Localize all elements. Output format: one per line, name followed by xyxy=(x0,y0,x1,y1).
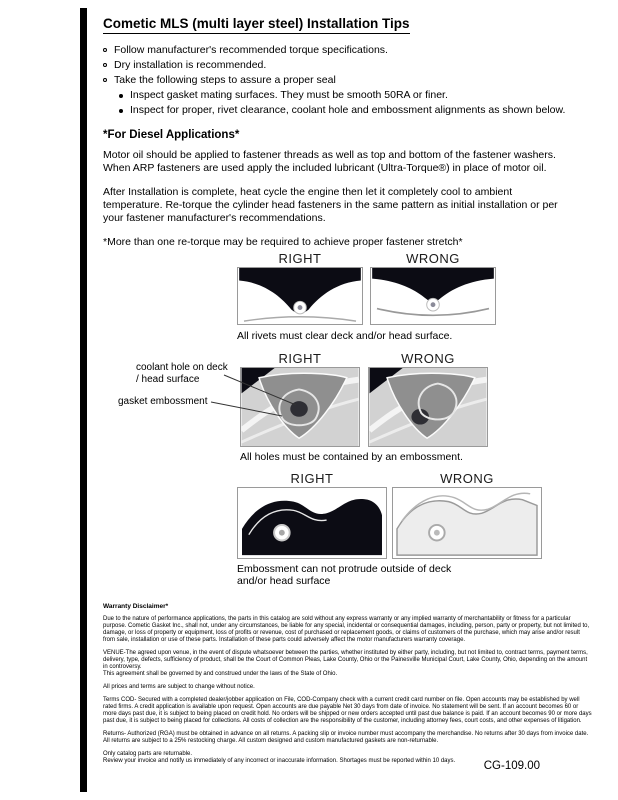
legal-section xyxy=(103,603,592,765)
sub-tip-item xyxy=(119,89,592,102)
legal-paragraph: Returns- Authorized (RGA) must be obtained in advance on all returns. A packing slip or invoice number must accompany the merchandise. No returns after 30 days from invoice date. All returns are subject to a 25% restocking charge. All custom designed and custom manufactured gaskets are non-returnable. xyxy=(103,730,589,744)
page-title: Cometic MLS (multi layer steel) Installation Tips xyxy=(103,16,592,34)
diesel-paragraph-2: After Installation is complete, heat cycle the engine then let it completely cool to ambient temperature. Re-torque the cylinder head fasteners in the same pattern as initial installation or per your fastener manufacturer's recommendations. xyxy=(103,185,558,224)
row3-caption: Embossment can not protrude outside of deck and/or head surface xyxy=(237,562,452,587)
tip-text: Take the following steps to assure a proper seal xyxy=(114,74,336,86)
tip-item xyxy=(103,74,592,87)
legal-paragraph: Terms COD- Secured with a completed dealer/jobber application on File, COD-Company check with a current credit card number on file. Open accounts may be established by well rated firms. A credit application is available upon request. Open accounts are due payable Net 30 days from date of invoice. No statement will be sent. If an account becomes 60 or more days past due, it is subject to being placed on credit hold. No orders will be shipped or new orders accepted until past due balance is paid. If an account becomes 90 or more days past due, it is subject to being placed for collections. All costs of collection are the responsibility of the customer, including attorney fees, court costs, and other expenses of litigation. xyxy=(103,696,592,724)
rivet-right-illustration xyxy=(238,268,362,324)
legal-paragraph: All prices and terms are subject to change without notice. xyxy=(103,683,255,690)
row1-caption: All rivets must clear deck and/or head surface. xyxy=(237,329,453,342)
row1-wrong-label: WRONG xyxy=(406,250,460,266)
main-content xyxy=(103,0,592,765)
embossment-right-illustration xyxy=(241,368,359,446)
legal-paragraph: Review your invoice and notify us immediately of any incorrect or inaccurate information. Shortages must be reported within 10 days. xyxy=(103,757,456,764)
filled-bullet-icon xyxy=(119,109,123,113)
row2-caption: All holes must be contained by an embossment. xyxy=(240,450,463,463)
coolant-hole-callout: coolant hole on deck / head surface xyxy=(136,361,228,385)
row3-wrong-label: WRONG xyxy=(440,470,494,486)
filled-bullet-icon xyxy=(119,94,123,98)
document-number: CG-109.00 xyxy=(483,760,540,772)
rivet-clearance-wrong-figure xyxy=(370,267,496,325)
legal-paragraph: VENUE-The agreed upon venue, in the event of dispute whatsoever between the parties, whether instituted by either party, including, but not limited to, contract terms, payment terms, delivery, type, defects, sufficiency of product, shall be the Court of Common Pleas, Lake County, Ohio or the Painesville Municipal Court, Lake County, Ohio, depending on the amount in controversy. xyxy=(103,649,588,670)
row2-right-label: RIGHT xyxy=(278,350,322,366)
legal-paragraph: This agreement shall be governed by and construed under the laws of the State of Ohio. xyxy=(103,670,338,677)
rivet-wrong-illustration xyxy=(371,268,495,324)
diagram-section xyxy=(0,249,618,593)
warranty-disclaimer-heading: Warranty Disclaimer* xyxy=(103,602,169,610)
open-bullet-icon xyxy=(103,63,107,67)
sub-tip-item xyxy=(119,104,592,117)
row3-right-label: RIGHT xyxy=(290,470,334,486)
legal-paragraph: Due to the nature of performance applications, the parts in this catalog are sold without any express warranty or any implied warranty of merchantability or fitness for a particular purpose. Cometic Gasket Inc., shall not, under any circumstances, be liable for any special, incidental or consequential damages, including, person, party or property, but not limited to, damage, or loss of property or equipment, loss of profits or revenue, cost of purchased or replacement goods, or claims of customers of the purchase, which may arise and/or result from sale, installation or use of these parts. Installation of these parts could adversely affect the motor manufacturers warranty coverage. xyxy=(103,615,590,643)
tip-item xyxy=(103,44,592,57)
protrusion-wrong-figure xyxy=(392,487,542,559)
protrusion-right-illustration xyxy=(238,488,386,558)
diesel-applications-heading: *For Diesel Applications* xyxy=(103,128,240,141)
row2-wrong-label: WRONG xyxy=(401,350,455,366)
protrusion-wrong-illustration xyxy=(393,488,541,558)
row1-right-label: RIGHT xyxy=(278,250,322,266)
open-bullet-icon xyxy=(103,78,107,82)
diesel-paragraph-1: Motor oil should be applied to fastener threads as well as top and bottom of the fastener washers. When ARP fasteners are used apply the included lubricant (Ultra-Torque®) in place of motor oil. xyxy=(103,148,556,174)
embossment-containment-wrong-figure xyxy=(368,367,488,447)
embossment-containment-right-figure xyxy=(240,367,360,447)
open-bullet-icon xyxy=(103,48,107,52)
retorque-note: *More than one re-torque may be required to achieve proper fastener stretch* xyxy=(103,235,463,248)
tip-item xyxy=(103,59,592,72)
legal-paragraph: Only catalog parts are returnable. xyxy=(103,750,193,757)
sub-tip-text: Inspect gasket mating surfaces. They must be smooth 50RA or finer. xyxy=(130,89,448,101)
tip-text: Dry installation is recommended. xyxy=(114,59,267,71)
rivet-clearance-right-figure xyxy=(237,267,363,325)
tip-text: Follow manufacturer's recommended torque specifications. xyxy=(114,44,388,56)
embossment-wrong-illustration xyxy=(369,368,487,446)
gasket-embossment-callout: gasket embossment xyxy=(118,395,208,407)
protrusion-right-figure xyxy=(237,487,387,559)
sub-tip-text: Inspect for proper, rivet clearance, coolant hole and embossment alignments as shown below. xyxy=(130,104,566,116)
